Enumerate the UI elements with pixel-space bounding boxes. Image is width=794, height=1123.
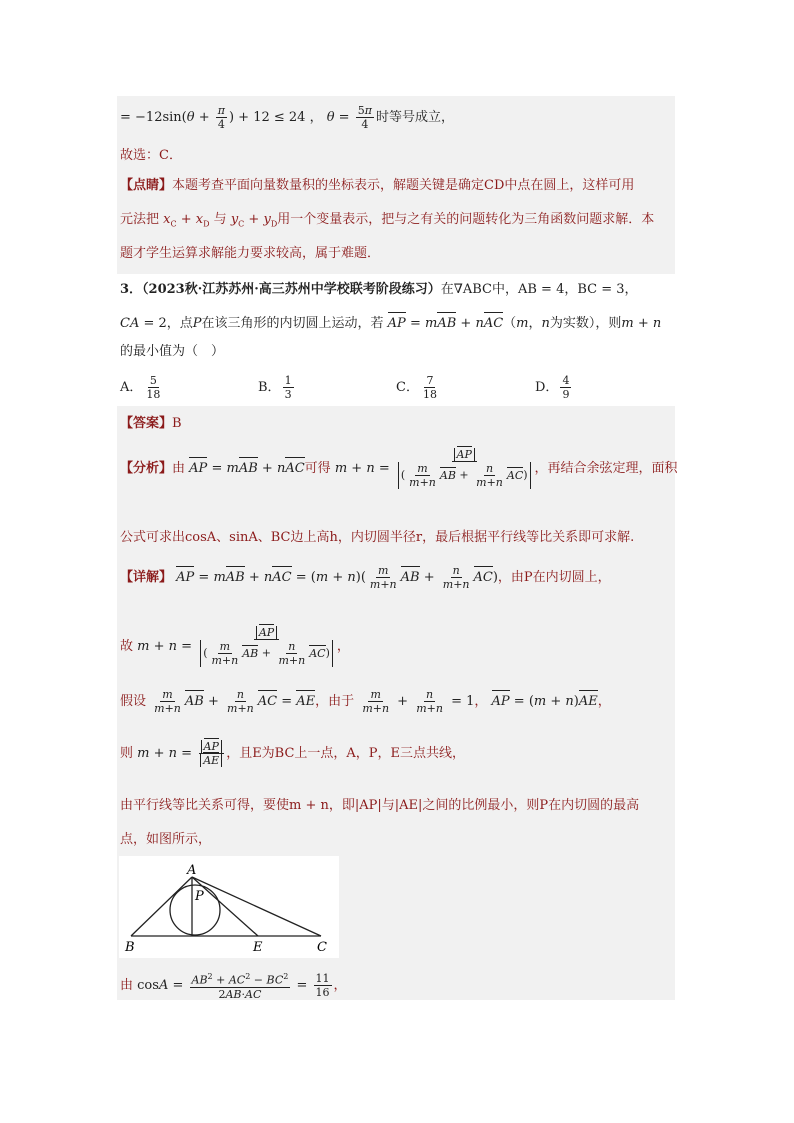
analysis-line-1: 【分析】由 AP = mAB + nAC可得 m + n = AP ( $\frac{m}{m+n}$ AB + $\frac{n}{m+n}$ AC) ，再结合余弦定理，面积 — [120, 448, 678, 489]
incircle-figure — [119, 856, 339, 958]
answer-line: 故选：C． — [120, 148, 182, 163]
label-a: A — [187, 863, 197, 878]
question-number: 3． — [120, 282, 143, 297]
choice-a[interactable]: A． $\frac{5}{18}$ — [120, 374, 161, 401]
note-text-3: 用一个变量表示，把与之有关的问题转化为三角函数问题求解．本 — [277, 212, 655, 227]
detail-line-3: 假设 $\frac{m}{m+n}$ AB + $\frac{n}{m+n}$ AC = AE，由于 $\frac{m}{m+n}$ + $\frac{n}{m+n}$ = 1， AP = (m + n)AE， — [120, 688, 611, 715]
figure-background — [119, 856, 339, 958]
choice-d[interactable]: D． $\frac{4}{9}$ — [535, 374, 570, 401]
answer-row — [120, 414, 182, 434]
question-line-3: 的最小值为（ ） — [120, 344, 225, 359]
detail-line-1: 【详解】 AP = mAB + nAC = (m + n)( $\frac{m}{m+n}$ AB + $\frac{n}{m+n}$ AC)，由P在内切圆上， — [120, 564, 611, 591]
note-line-2: 元法把 $x_C + x_D$ 与 $y_C + y_D$用一个变量表示，把与之有关的问题转化为三角函数问题求解．本 — [120, 212, 655, 229]
question-stem-1: 在∇ABC中，AB = 4，BC = 3， — [440, 282, 638, 297]
detail-line-5: 由平行线等比关系可得，要使m + n，即|AP|与|AE|之间的比例最小，则P在内切圆的最高 — [120, 798, 640, 813]
note-line-3: 题才学生运算求解能力要求较高，属于难题． — [120, 246, 381, 261]
note-text-1: 本题考查平面向量数量积的坐标表示，解题关键是确定CD中点在圆上，这样可用 — [172, 178, 635, 193]
detail-line-6: 点，如图所示， — [120, 832, 212, 847]
question-source: （2023秋·江苏苏州·高三苏州中学校联考阶段练习） — [142, 282, 441, 297]
cos-line: 由 cosA = $\frac{AB^2 + AC^2 - BC^2}{2AB\cdot AC}$ = $\frac{11}{16}$ ， — [120, 971, 347, 1001]
detail-line-4: 则 m + n = $\frac{AP}{AE}$ ，且E为BC上一点，A，P，E三点共线， — [120, 740, 466, 767]
answer-label: 【答案】 — [120, 416, 173, 431]
label-p: P — [195, 889, 204, 904]
label-c: C — [317, 940, 327, 955]
detail-line-2: 故 m + n = AP ( $\frac{m}{m+n}$ AB + $\frac{n}{m+n}$ AC) ， — [120, 626, 350, 667]
note-line-1 — [120, 176, 634, 196]
question-line-2: CA = 2，点P在该三角形的内切圆上运动，若 AP = mAB + nAC（m，n为实数），则m + n — [120, 314, 661, 334]
analysis-line-2: 公式可求出cosA、sinA、BC边上高h，内切圆半径r，最后根据平行线等比关系即可求解. — [120, 530, 635, 545]
answer-value: B — [172, 416, 182, 431]
choice-b[interactable]: B． $\frac{1}{3}$ — [258, 374, 292, 401]
label-b: B — [125, 940, 135, 955]
formula-line: = −12sin(θ + $\frac{\pi}{4}$ ) + 12 ≤ 24 ， θ = $\frac{5\pi}{4}$ 时等号成立， — [120, 104, 454, 131]
question-line-1 — [120, 280, 638, 300]
note-label: 【点睛】 — [120, 178, 173, 193]
choice-c[interactable]: C． $\frac{7}{18}$ — [396, 374, 437, 401]
label-e: E — [253, 940, 263, 955]
